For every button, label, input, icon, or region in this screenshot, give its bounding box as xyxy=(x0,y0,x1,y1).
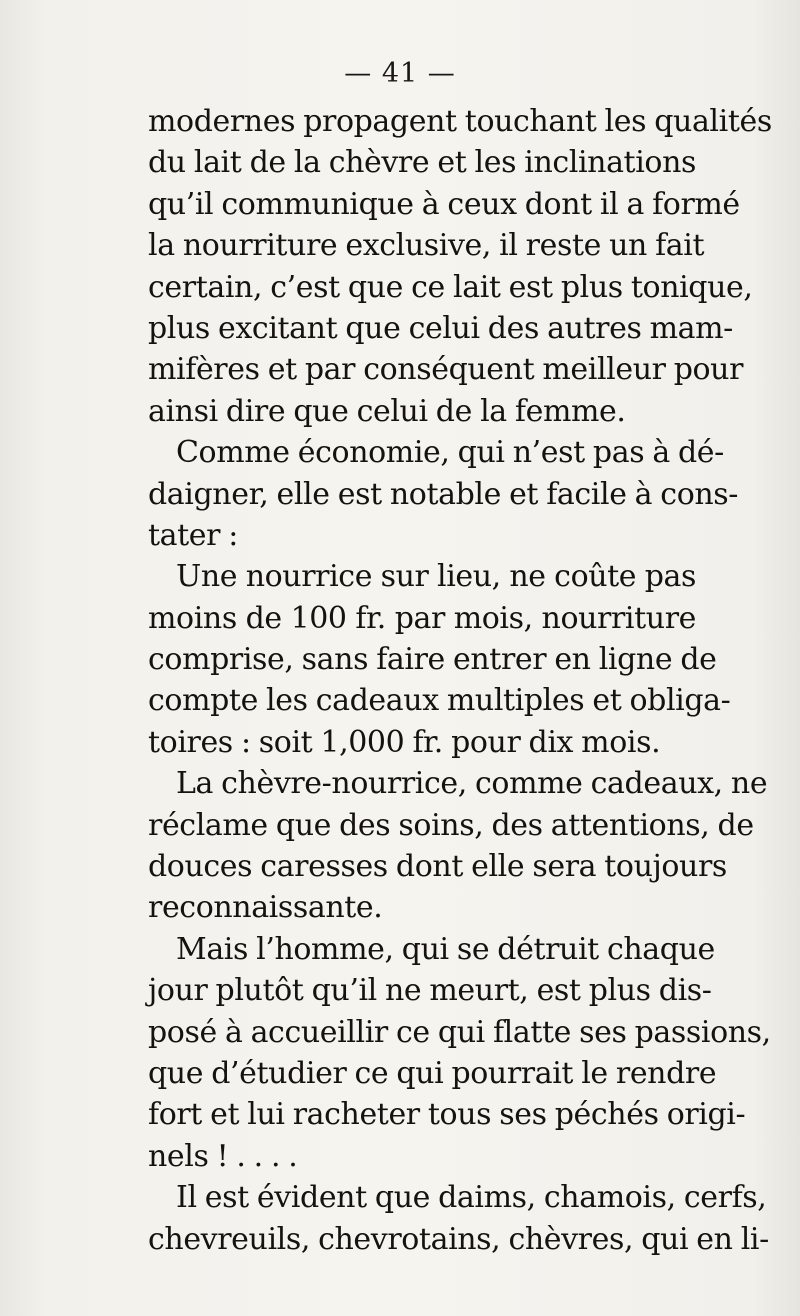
text-line: La chèvre-nourrice, comme cadeaux, ne xyxy=(176,766,768,802)
text-line: comprise, sans faire entrer en ligne de xyxy=(148,642,717,678)
text-line: daigner, elle est notable et facile à cons- xyxy=(148,476,739,512)
text-line: Mais l’homme, qui se détruit chaque xyxy=(176,931,715,967)
text-line: qu’il communique à ceux dont il a formé xyxy=(148,186,740,222)
page-number: — 41 — xyxy=(344,58,456,89)
text-line: mifères et par conséquent meilleur pour xyxy=(148,352,744,388)
text-line: nels ! . . . . xyxy=(148,1138,298,1174)
text-line: plus excitant que celui des autres mam- xyxy=(148,310,733,346)
text-line: chevreuils, chevrotains, chèvres, qui en li- xyxy=(148,1221,769,1257)
text-line: reconnaissante. xyxy=(148,890,383,926)
text-line: moins de 100 fr. par mois, nourriture xyxy=(148,600,696,636)
text-line: douces caresses dont elle sera toujours xyxy=(148,849,727,885)
text-line: toires : soit 1,000 fr. pour dix mois. xyxy=(148,724,661,760)
text-line: modernes propagent touchant les qualités xyxy=(148,104,772,139)
text-line: jour plutôt qu’il ne meurt, est plus dis- xyxy=(148,973,712,1009)
text-line: réclame que des soins, des attentions, de xyxy=(148,807,754,843)
text-line: ainsi dire que celui de la femme. xyxy=(148,393,626,429)
text-line: Comme économie, qui n’est pas à dé- xyxy=(176,435,724,471)
text-line: Il est évident que daims, chamois, cerfs, xyxy=(176,1180,767,1216)
text-line: Une nourrice sur lieu, ne coûte pas xyxy=(176,559,696,595)
text-line: posé à accueillir ce qui flatte ses passions, xyxy=(148,1014,771,1050)
text-line: tater : xyxy=(148,517,238,553)
text-line: compte les cadeaux multiples et obliga- xyxy=(148,683,731,719)
text-line: certain, c’est que ce lait est plus tonique, xyxy=(148,269,753,305)
body-text xyxy=(148,101,772,1260)
text-line: que d’étudier ce qui pourrait le rendre xyxy=(148,1055,717,1091)
text-line: fort et lui racheter tous ses péchés origi- xyxy=(148,1097,746,1133)
text-line: la nourriture exclusive, il reste un fait xyxy=(148,228,705,264)
text-line: du lait de la chèvre et les inclinations xyxy=(148,145,696,181)
